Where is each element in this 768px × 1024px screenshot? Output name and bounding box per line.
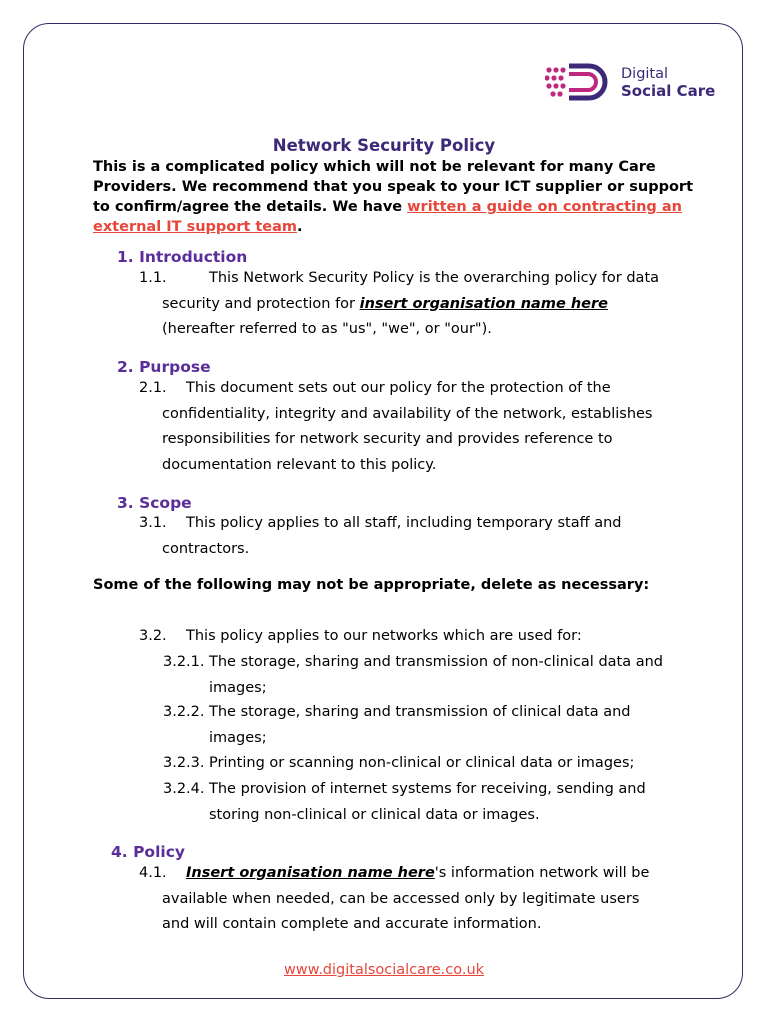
logo-wordmark [621,66,715,100]
footer-website-link[interactable]: www.digitalsocialcare.co.uk [283,962,485,978]
clause-number: 1.1. [139,270,167,286]
clause-number: 3.2.3. [163,755,205,771]
clause-text: This policy applies to all staff, including temporary staff and contractors. [162,515,622,557]
clause-text: Printing or scanning non-clinical or clinical data or images; [209,755,635,771]
section-heading-scope: 3. Scope [117,494,192,512]
clause-number: 3.2.2. [163,704,205,720]
clause-text: The storage, sharing and transmission of non-clinical data and images; [209,654,663,696]
section-heading-policy: 4. Policy [111,843,185,861]
clause-3-2-3 [163,751,673,777]
clause-1-1 [139,266,679,343]
clause-number: 3.2.4. [163,781,205,797]
digital-social-care-logo [545,58,725,110]
organisation-name-placeholder: insert organisation name here [359,295,608,312]
clause-3-2 [139,624,679,650]
clause-number: 4.1. [139,865,167,881]
clause-number: 3.2. [139,628,167,644]
delete-note: Some of the following may not be appropriate, delete as necessary: [93,577,650,593]
clause-text: The provision of internet systems for receiving, sending and storing non-clinical or clinical data or images. [209,781,646,823]
clause-text-end: (hereafter referred to as "us", "we", or "our"). [162,321,492,337]
logo-line-1: Digital [621,66,669,82]
clause-text: This Network Security Policy is the overarching policy for data security and protection for [162,270,660,312]
document-title: Network Security Policy [272,136,496,155]
clause-3-2-2 [163,700,673,751]
clause-text: This policy applies to our networks which are used for: [186,628,582,644]
organisation-name-placeholder: Insert organisation name here [186,865,435,881]
section-heading-purpose: 2. Purpose [117,358,211,376]
clause-text: 's information network will be available when needed, can be accessed only by legitimate users and will contain complete and accurate information. [162,865,650,932]
it-support-guide-link[interactable]: written a guide on contracting an external IT support team [93,199,682,235]
logo-line-2: Social Care [621,82,716,100]
intro-note-end: . [297,219,303,235]
intro-note [93,157,693,237]
clause-3-2-1 [163,650,673,701]
clause-number: 3.1. [139,515,167,531]
clause-number: 2.1. [139,380,167,396]
clause-2-1 [139,376,679,478]
logo-mark-icon [545,58,619,110]
clause-4-1 [139,861,679,938]
section-heading-introduction: 1. Introduction [117,248,248,266]
clause-3-2-4 [163,777,673,828]
clause-text: This document sets out our policy for the protection of the confidentiality, integrity and availability of the network, establishes responsibilities for network security and provides reference to documentation relevant to this policy. [162,380,653,473]
clause-number: 3.2.1. [163,654,205,670]
clause-text: The storage, sharing and transmission of clinical data and images; [209,704,631,746]
clause-3-1 [139,511,679,562]
intro-note-text: This is a complicated policy which will not be relevant for many Care Providers. We recommend that you speak to your ICT supplier or support to confirm/agree the details. We have [93,159,693,215]
